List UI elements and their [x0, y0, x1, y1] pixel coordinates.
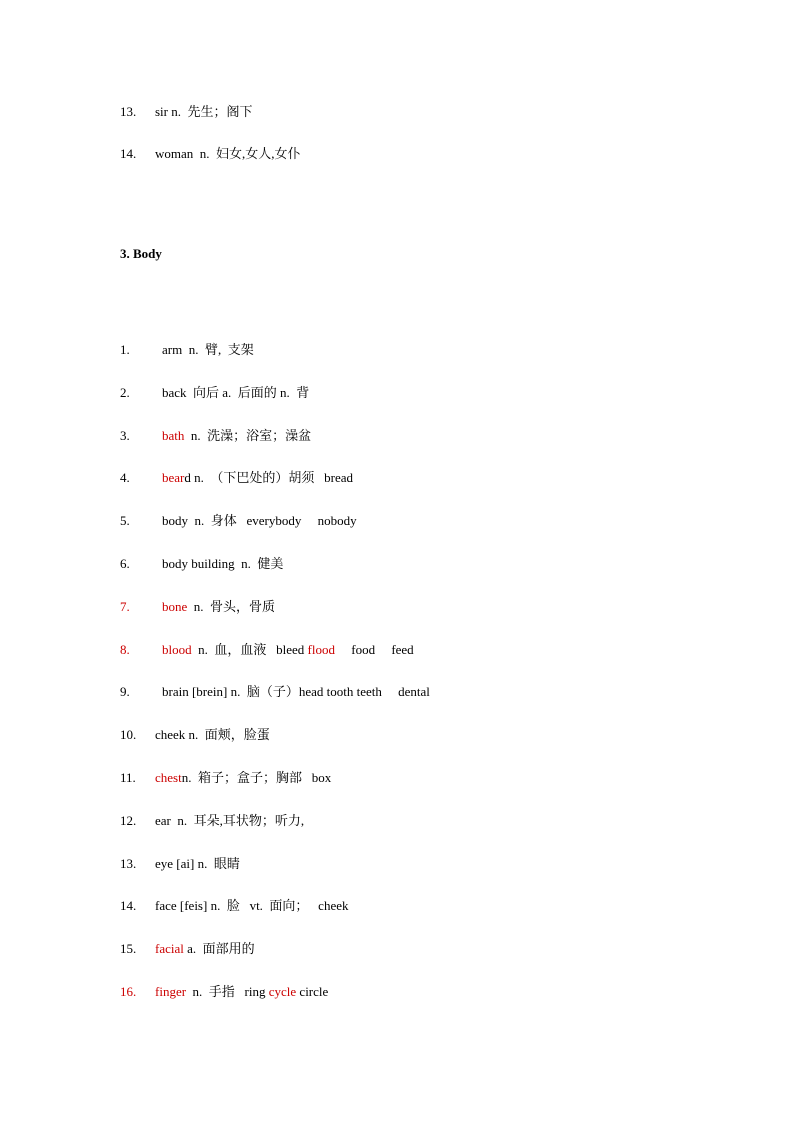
item-number: 9.	[120, 684, 130, 700]
item-segment: ear n. 耳朵,耳状物；听力,	[155, 812, 305, 828]
item-segment: arm n. 臂, 支架	[162, 342, 254, 357]
item-text	[155, 812, 304, 830]
highlighted-word: cycle	[268, 984, 297, 999]
highlighted-word: blood	[162, 641, 192, 657]
item-number: 8.	[120, 641, 130, 657]
item-text	[155, 983, 328, 1001]
item-segment: eye [ai] n. 眼睛	[155, 855, 240, 871]
item-segment: brain [brein] n. 脑（子）head tooth teeth dental	[162, 684, 430, 700]
item-segment: woman n. 妇女,女人,女仆	[155, 146, 301, 161]
section-heading: 3. Body	[120, 246, 162, 261]
item-text	[162, 469, 353, 487]
item-text	[162, 683, 430, 701]
item-number: 13.	[120, 855, 137, 871]
item-segment: back 向后 a. 后面的 n. 背	[162, 384, 310, 400]
item-number: 2.	[120, 384, 130, 400]
item-number: 1.	[120, 342, 130, 357]
highlighted-word: finger	[155, 984, 187, 999]
highlighted-word: bath	[162, 427, 185, 443]
item-segment: a. 面部用的	[183, 941, 255, 957]
item-text	[155, 145, 301, 163]
item-segment: n. 洗澡；浴室；澡盆	[184, 427, 312, 443]
item-text	[162, 598, 275, 616]
item-segment: body n. 身体 everybody nobody	[162, 513, 357, 529]
item-number: 4.	[120, 470, 130, 486]
item-text	[162, 555, 283, 573]
item-number: 12.	[120, 812, 137, 828]
item-number: 7.	[120, 598, 130, 614]
item-number: 14.	[120, 898, 137, 914]
item-segment: sir n. 先生；阁下	[155, 104, 253, 119]
highlighted-word: chest	[155, 770, 182, 785]
highlighted-word: bone	[162, 598, 188, 614]
item-text	[155, 103, 253, 121]
item-number: 6.	[120, 556, 130, 571]
highlighted-word: flood	[307, 641, 335, 657]
item-text	[162, 641, 414, 659]
item-number: 10.	[120, 727, 137, 743]
item-segment: circle	[296, 984, 329, 999]
item-text	[162, 341, 254, 359]
item-segment: face [feis] n. 脸 vt. 面向； cheek	[155, 898, 349, 914]
item-text	[155, 940, 255, 958]
item-text	[162, 427, 311, 445]
item-number: 15.	[120, 941, 137, 957]
item-text	[155, 769, 331, 787]
item-number: 3.	[120, 427, 130, 443]
item-segment: food feed	[334, 641, 414, 657]
item-segment: n. 箱子；盒子；胸部 box	[181, 770, 332, 785]
item-text	[162, 384, 309, 402]
item-segment: cheek n. 面颊，脸蛋	[155, 727, 270, 743]
item-number: 13.	[120, 104, 137, 119]
item-segment: n. 手指 ring	[186, 984, 269, 999]
highlighted-word: bear	[162, 470, 185, 486]
item-segment: body building n. 健美	[162, 556, 284, 571]
item-number: 16.	[120, 984, 137, 999]
item-segment: d n. （下巴处的）胡须 bread	[184, 470, 353, 486]
item-segment: n. 血，血液 bleed	[191, 641, 308, 657]
item-number: 5.	[120, 513, 130, 529]
highlighted-word: facial	[155, 941, 184, 957]
item-segment: n. 骨头，骨质	[187, 598, 276, 614]
item-number: 14.	[120, 146, 137, 161]
item-text	[155, 726, 270, 744]
item-text	[162, 512, 357, 530]
item-text	[155, 897, 349, 915]
item-number: 11.	[120, 770, 136, 785]
item-text	[155, 855, 240, 873]
